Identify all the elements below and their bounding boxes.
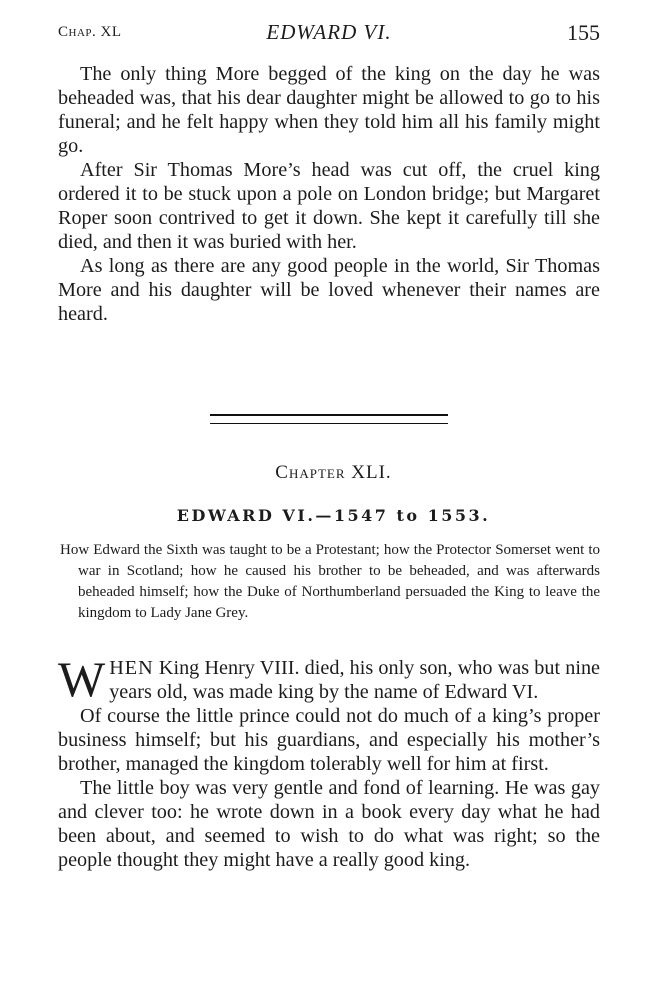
chapter-title: Chapter XLI. <box>275 462 392 483</box>
chapter-body <box>58 651 601 872</box>
paragraph: After Sir Thomas More’s head was cut off, the cruel king ordered it to be stuck upon a pole on London bridge; but Margaret Roper soon contrived to get it down. She kept it carefully till she died, and then it was buried with her. <box>58 159 600 253</box>
opening-text: King Henry VIII. died, his only son, who was but nine years old, was made king by the name of Edward VI. <box>109 657 601 703</box>
previous-chapter-text <box>58 62 600 326</box>
chapter-summary <box>60 540 600 624</box>
opening-paragraph <box>58 651 601 707</box>
running-title: EDWARD VI. <box>266 20 392 44</box>
running-header <box>58 16 600 46</box>
section-divider-rule <box>210 414 448 424</box>
paragraph: The only thing More begged of the king on the day he was beheaded was, that his dear daughter might be allowed to go to his funeral; and he felt happy when they told him all his family might go. <box>58 63 600 157</box>
paragraph: Of course the little prince could not do much of a king’s proper business himself; but his guardians, and especially his mother’s brother, managed the kingdom tolerably well for him at first. <box>58 705 600 775</box>
page-number: 155 <box>567 20 600 45</box>
chapter-subtitle: EDWARD VI.—1547 to 1553. <box>176 506 491 525</box>
drop-cap: W <box>58 651 106 707</box>
paragraph: As long as there are any good people in the world, Sir Thomas More and his daughter will be loved whenever their names are heard. <box>58 255 600 325</box>
chapter-summary-text: How Edward the Sixth was taught to be a Protestant; how the Protector Somerset went to war in Scotland; how he caused his brother to be beheaded, and was afterwards beheaded himself; how the Duke of Northumberland persuaded the King to leave the kingdom to Lady Jane Grey. <box>60 542 600 621</box>
paragraph: The little boy was very gentle and fond of learning. He was gay and clever too: he wrote down in a book every day what he had been about, and seemed to wish to do what was right; so the people thought they might have a really good king. <box>58 777 600 871</box>
opening-smallcaps: HEN <box>109 657 154 679</box>
chapter-reference: Chap. XL <box>58 24 122 40</box>
